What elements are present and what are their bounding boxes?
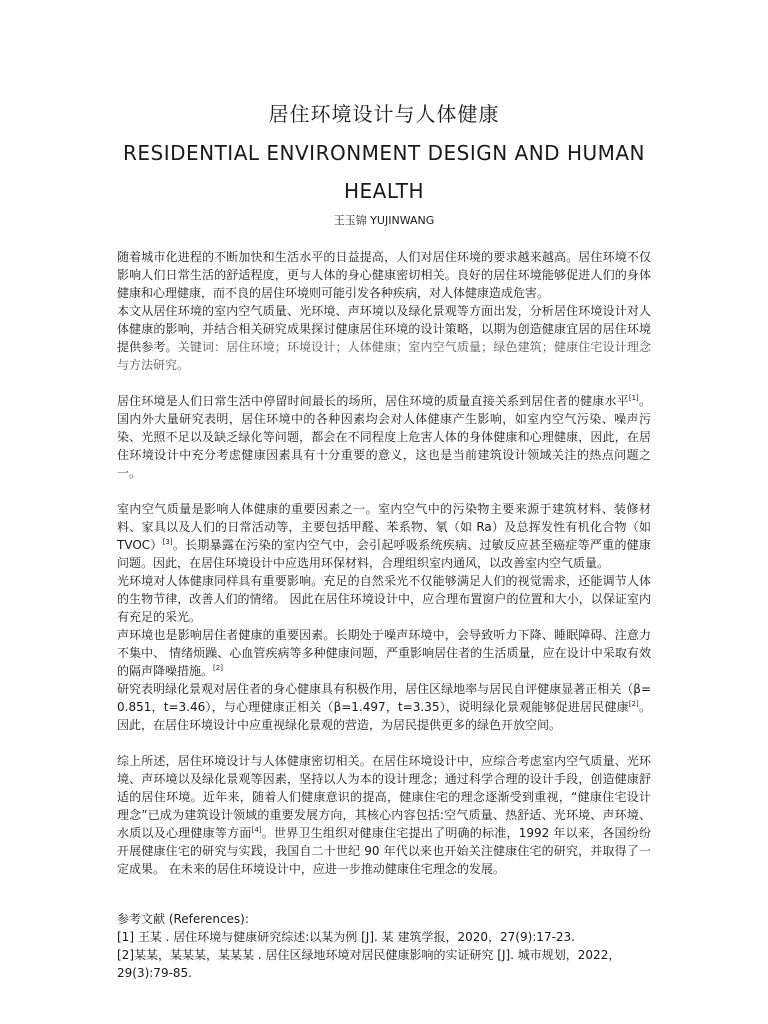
- paragraph-gap: [117, 374, 651, 392]
- paragraph-abstract: [117, 302, 651, 374]
- text-run: 室内空气质量是影响人体健康的重要因素之一。室内空气中的污染物主要来源于建筑材料、装修材料、家具以及人们的日常活动等，主要包括甲醛、苯系物、氡（如 Ra）及总挥发性有机化合物（如 TVOC）: [117, 502, 651, 552]
- text-run: 综上所述，居住环境设计与人体健康密切相关。在居住环境设计中，应综合考虑室内空气质量、光环境、声环境以及绿化景观等因素，坚持以人为本的设计理念；通过科学合理的设计手段，创造健康舒适的居住环境。近年来，随着人们健康意识的提高，健康住宅的理念逐渐受到重视，“健康住宅设计理念”已成为建筑设计领域的重要发展方向，其核心内容包括:空气质量、热舒适、光环境、声环境、水质以及心理健康等方面: [117, 754, 651, 840]
- citation-1: [1]: [628, 394, 639, 402]
- paragraph-light: 光环境对人体健康同样具有重要影响。充足的自然采光不仅能够满足人们的视觉需求，还能调节人体的生物节律，改善人们的情绪。 因此在居住环境设计中，应合理布置窗户的位置和大小，以保证室内有充足的采光。: [117, 574, 651, 624]
- text-run: 。国内外大量研究表明，居住环境中的各种因素均会对人体健康产生影响，如室内空气污染、噪声污染、光照不足以及缺乏绿化等问题，都会在不同程度上危害人体的身体健康和心理健康，因此，在居住环境设计中充分考虑健康因素具有十分重要的意义，这也是当前建筑设计领域关注的热点问题之一。: [117, 394, 651, 480]
- author-line: 王玉锦 YUJINWANG: [333, 214, 435, 227]
- text-run: 。世界卫生组织对健康住宅提出了明确的标准，1992 年以来，各国纷纷开展健康住宅的研究与实践，我国自二十世纪 90 年代以来也开始关注健康住宅的研究，并取得了一定成果。 在未来的居住环境设计中，应进一步推动健康住宅理念的发展。: [117, 826, 651, 876]
- text-run: 声环境也是影响居住者健康的重要因素。长期处于噪声环境中，会导致听力下降、睡眠障碍、注意力不集中、 情绪烦躁、心血管疾病等多种健康问题，严重影响居住者的生活质量，应在设计中采取有效的隔声降噪措施。: [117, 628, 651, 678]
- paragraph-sound: [117, 626, 651, 680]
- article-body: [117, 248, 651, 878]
- paragraph-air-quality: [117, 500, 651, 572]
- references-heading: 参考文献 (References):: [117, 912, 249, 926]
- paragraph-gap: [117, 734, 651, 752]
- reference-item: [1] 王某 . 居住环境与健康研究综述:以某为例 [J]. 某 建筑学报，2020，27(9):17-23.: [117, 930, 575, 944]
- title-chinese: 居住环境设计与人体健康: [268, 102, 500, 126]
- paragraph-conclusion: [117, 752, 651, 878]
- citation-4: [4]: [251, 826, 262, 834]
- citation-2b: [2]: [628, 700, 639, 708]
- paragraph-gap: [117, 482, 651, 500]
- paragraph-intro: 随着城市化进程的不断加快和生活水平的日益提高，人们对居住环境的要求越来越高。居住环境不仅影响人们日常生活的舒适程度，更与人体的身心健康密切相关。良好的居住环境能够促进人们的身体健康和心理健康，而不良的居住环境则可能引发各种疾病，对人体健康造成危害。: [117, 250, 651, 300]
- references-section: [117, 910, 651, 982]
- citation-2: [2]: [213, 664, 223, 672]
- text-run: 。因此，在居住环境设计中应重视绿化景观的营造，为居民提供更多的绿色开放空间。: [117, 700, 651, 732]
- reference-item: [2]某某，某某某，某某某 . 居住区绿地环境对居民健康影响的实证研究 [J]. 城市规划，2022，29(3):79-85.: [117, 948, 621, 980]
- keywords-text: 关键词：居住环境；环境设计；人体健康；室内空气质量；绿色建筑；健康住宅设计理念与方法研究。: [117, 340, 651, 372]
- text-run: 居住环境是人们日常生活中停留时间最长的场所，居住环境的质量直接关系到居住者的健康水平: [117, 394, 629, 408]
- paragraph-green: [117, 680, 651, 734]
- text-run: 研究表明绿化景观对居住者的身心健康具有积极作用，居住区绿地率与居民自评健康显著正相关（β=0.851，t=3.46），与心理健康正相关（β=1.497，t=3.35），说明绿化景观能够促进居民健康: [117, 682, 651, 714]
- text-run: 。长期暴露在污染的室内空气中，会引起呼吸系统疾病、过敏反应甚至癌症等严重的健康问题。因此，在居住环境设计中应选用环保材料，合理组织室内通风，以改善室内空气质量。: [117, 538, 651, 570]
- paragraph-living-space: [117, 392, 651, 482]
- citation-3: [3]: [162, 538, 173, 546]
- abstract-text: 本文从居住环境的室内空气质量、光环境、声环境以及绿化景观等方面出发，分析居住环境设计对人体健康的影响，并结合相关研究成果探讨健康居住环境的设计策略，以期为创造健康宜居的居住环境提供参考。: [117, 304, 651, 354]
- title-english: RESIDENTIAL ENVIRONMENT DESIGN AND HUMAN HEALTH: [122, 141, 646, 203]
